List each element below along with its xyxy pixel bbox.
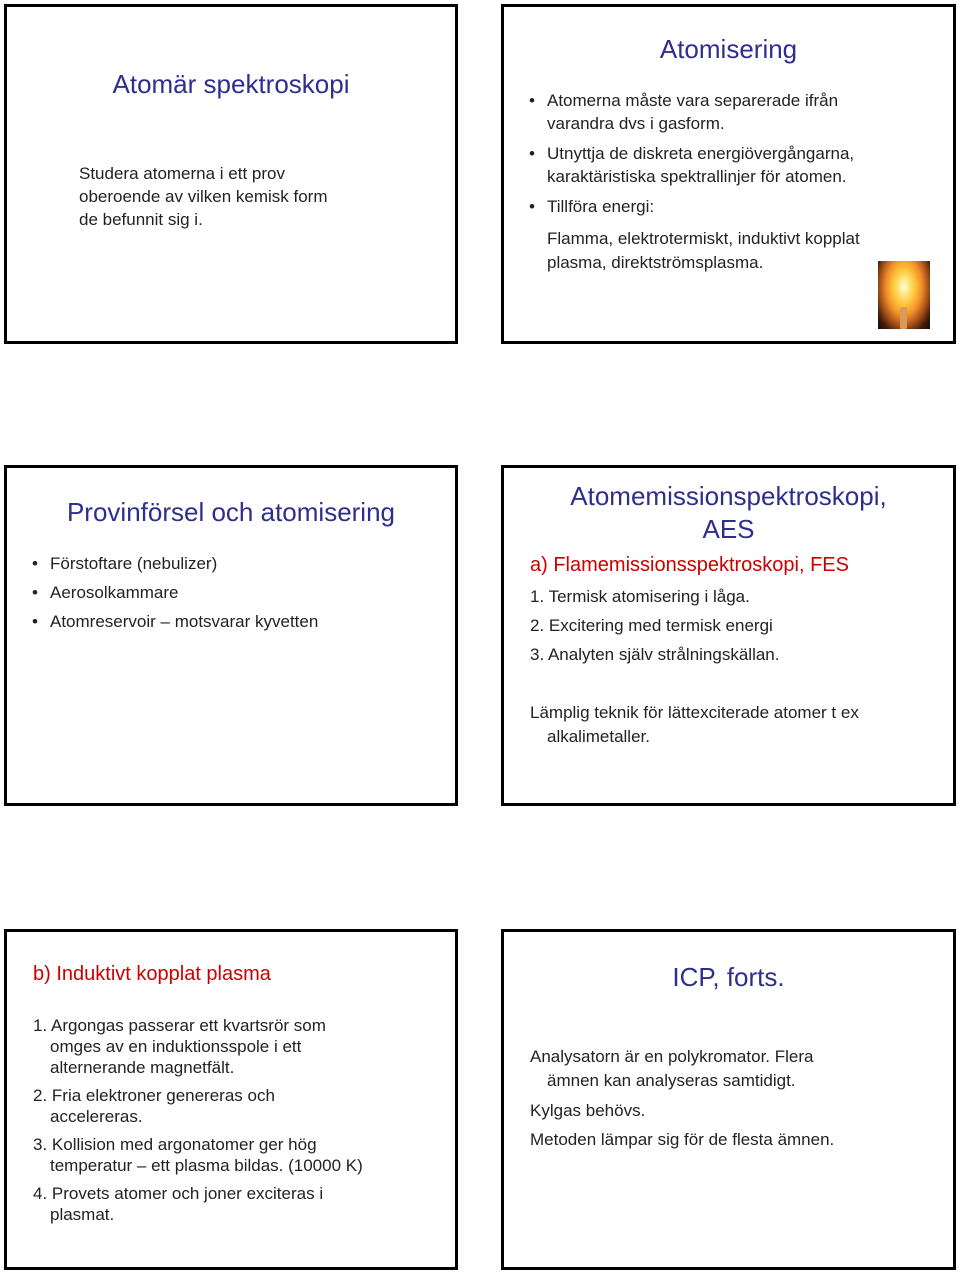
slide-title: Atomemissionspektroskopi, (570, 481, 887, 511)
sub-text: Flamma, elektrotermiskt, induktivt kopplat (547, 229, 860, 248)
body-line: Kylgas behövs. (530, 1101, 646, 1120)
list-number: 3. (33, 1135, 48, 1154)
list-text: Fria elektroner genereras och (51, 1086, 275, 1105)
list-number: 4. (33, 1184, 48, 1203)
match-stick-icon (900, 307, 907, 329)
list-item (33, 1014, 326, 1037)
slide-body-line: oberoende av vilken kemisk form (79, 187, 328, 206)
list-text-cont: accelereras. (50, 1107, 143, 1126)
slide-title: AES (702, 514, 755, 544)
list-number: 1. (33, 1016, 48, 1035)
bullet-text: Atomerna måste vara separerade ifrån (547, 91, 839, 110)
bullet-icon: • (529, 91, 535, 110)
body-line: Metoden lämpar sig för de flesta ämnen. (530, 1130, 835, 1149)
bullet-item (529, 195, 655, 218)
slide-title: Atomär spektroskopi (112, 69, 350, 99)
bullet-text: Tillföra energi: (547, 197, 655, 216)
note-text-cont: alkalimetaller. (547, 727, 650, 746)
body-line-cont: ämnen kan analyseras samtidigt. (547, 1071, 796, 1090)
bullet-text-cont: karaktäristiska spektrallinjer för atomen. (547, 167, 847, 186)
bullet-text: Atomreservoir – motsvarar kyvetten (50, 612, 319, 631)
note-text: Lämplig teknik för lättexciterade atomer t ex (530, 703, 859, 722)
slide-atomemission (501, 465, 956, 806)
slide-title: Atomisering (659, 34, 798, 64)
bullet-item (32, 610, 319, 633)
slide-atomisering (501, 4, 956, 344)
slide-subtitle: b) Induktivt kopplat plasma (33, 963, 271, 985)
list-text-cont: omges av en induktionsspole i ett (50, 1037, 302, 1056)
slide-body-line: Studera atomerna i ett prov (79, 164, 286, 183)
slide-atomar-spektroskopi (4, 4, 458, 344)
slide-induktivt-kopplat-plasma (4, 929, 458, 1270)
list-text-cont: alternerande magnetfält. (50, 1058, 235, 1077)
bullet-icon: • (32, 583, 38, 602)
list-item: 2. Excitering med termisk energi (530, 616, 773, 635)
bullet-icon: • (32, 612, 38, 631)
slide-body-line: de befunnit sig i. (79, 210, 203, 229)
bullet-item (32, 552, 218, 575)
slide-provinforsel (4, 465, 458, 806)
bullet-item (529, 142, 855, 165)
slide-title: Provinförsel och atomisering (66, 497, 396, 527)
list-text: Argongas passerar ett kvartsrör som (50, 1016, 326, 1035)
bullet-icon: • (529, 197, 535, 216)
list-item: 1. Termisk atomisering i låga. (530, 587, 750, 606)
slide-icp-forts (501, 929, 956, 1270)
bullet-text: Aerosolkammare (50, 583, 179, 602)
bullet-icon: • (529, 144, 535, 163)
list-text: Provets atomer och joner exciteras i (51, 1184, 324, 1203)
slide-title: ICP, forts. (672, 962, 785, 992)
body-line: Analysatorn är en polykromator. Flera (530, 1047, 814, 1066)
list-number: 2. (33, 1086, 48, 1105)
flame-image (878, 261, 930, 329)
bullet-item (32, 581, 179, 604)
sub-text: plasma, direktströmsplasma. (547, 253, 764, 272)
bullet-text-cont: varandra dvs i gasform. (547, 114, 725, 133)
list-text-cont: plasmat. (50, 1205, 115, 1224)
bullet-text: Utnyttja de diskreta energiövergångarna, (547, 144, 855, 163)
list-text: Kollision med argonatomer ger hög (51, 1135, 317, 1154)
list-item (33, 1133, 317, 1156)
bullet-item (529, 89, 839, 112)
slide-subtitle: a) Flamemissionsspektroskopi, FES (530, 554, 849, 576)
bullet-text: Förstoftare (nebulizer) (50, 554, 218, 573)
list-item: 3. Analyten själv strålningskällan. (530, 645, 780, 664)
bullet-icon: • (32, 554, 38, 573)
list-text-cont: temperatur – ett plasma bildas. (10000 K) (50, 1156, 363, 1175)
list-item (33, 1182, 323, 1205)
list-item (33, 1084, 275, 1107)
